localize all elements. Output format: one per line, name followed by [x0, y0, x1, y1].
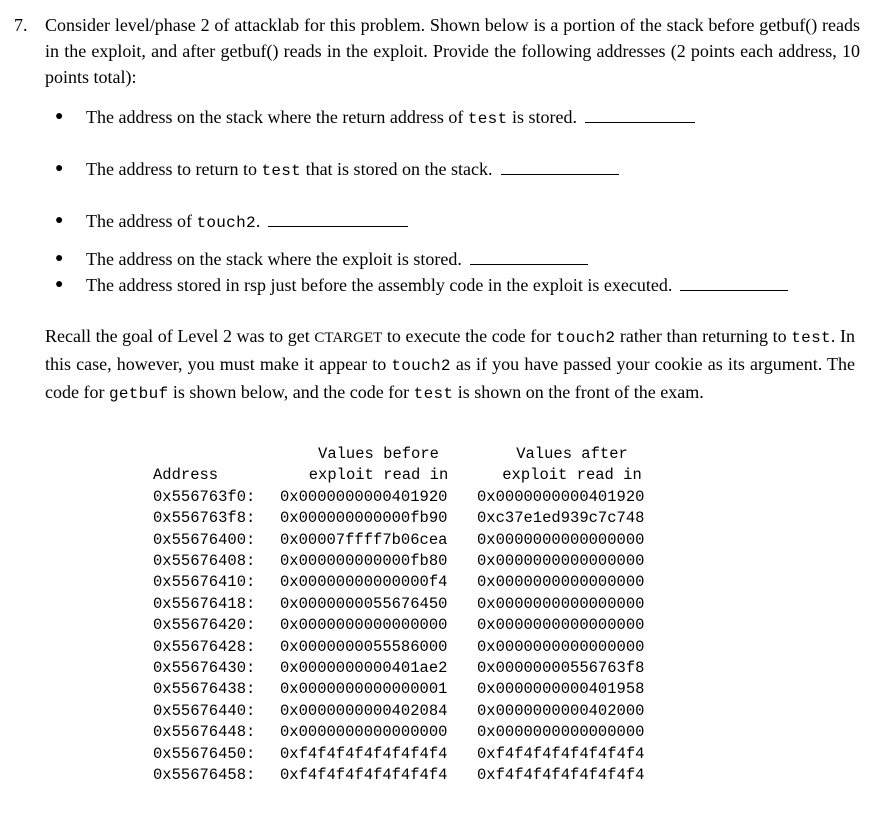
- value-after: 0x0000000000000000: [477, 552, 645, 571]
- value-after: 0x0000000000000000: [477, 530, 645, 549]
- stack-address: 0x55676408:: [153, 552, 256, 571]
- stack-address: 0x55676410:: [153, 573, 256, 592]
- answer-blank[interactable]: [268, 210, 408, 227]
- stack-address: 0x55676448:: [153, 723, 256, 742]
- value-after: 0xf4f4f4f4f4f4f4f4: [477, 766, 645, 785]
- value-after: 0x0000000000401958: [477, 680, 645, 699]
- value-before: 0x000000000000fb80: [280, 552, 448, 571]
- value-before: 0x0000000000000000: [280, 723, 448, 742]
- stack-address: 0x55676438:: [153, 680, 256, 699]
- stack-address: 0x55676418:: [153, 594, 256, 613]
- stack-address: 0x55676458:: [153, 766, 256, 785]
- value-before: 0x000000000000fb90: [280, 509, 448, 528]
- problem-text: Consider level/phase 2 of attacklab for this problem. Shown below is a portion of the stack before getbuf() reads in the exploit, and after getbuf() reads in the exploit. Provide the following addresses (2 points each address, 10 points total):: [45, 15, 860, 87]
- stack-table-header-row: [150, 465, 667, 486]
- value-before: 0x0000000000000000: [280, 616, 448, 635]
- table-row: [150, 572, 667, 593]
- table-row: [150, 658, 667, 679]
- bullet-icon: ●: [55, 213, 64, 228]
- problem-number: 7.: [14, 15, 28, 35]
- table-row: [150, 744, 667, 765]
- stack-address: 0x556763f8:: [153, 509, 256, 528]
- value-before: 0x0000000000401ae2: [280, 659, 448, 678]
- value-after: 0xf4f4f4f4f4f4f4f4: [477, 744, 645, 763]
- problem-statement: [14, 12, 860, 90]
- table-row: [150, 679, 667, 700]
- table-row: [150, 765, 667, 786]
- value-after: 0x00000000556763f8: [477, 659, 645, 678]
- value-after: 0x0000000000000000: [477, 594, 645, 613]
- value-after: 0x0000000000000000: [477, 616, 645, 635]
- value-before: 0x0000000000401920: [280, 487, 448, 506]
- table-row: [150, 701, 667, 722]
- table-row: [150, 551, 667, 572]
- table-row: [150, 615, 667, 636]
- header-address: Address: [153, 466, 219, 485]
- answer-blank[interactable]: [501, 158, 619, 175]
- question-exploit-location: ● The address on the stack where the exploit is stored.: [55, 246, 588, 272]
- value-before: 0x0000000000000001: [280, 680, 448, 699]
- stack-table-body: [150, 487, 667, 787]
- table-row: [150, 722, 667, 743]
- table-row: [150, 487, 667, 508]
- bullet-icon: ●: [55, 109, 64, 124]
- recall-paragraph: Recall the goal of Level 2 was to get CTARGET to execute the code for touch2 rather than returning to test. In this case, however, you must make it appear to touch2 as if you have passed your cookie as its argument. The code for getbuf is shown below, and the code for test is shown on the front of the exam.: [45, 326, 855, 403]
- stack-address: 0x55676430:: [153, 659, 256, 678]
- value-before: 0x0000000055586000: [280, 637, 448, 656]
- question-return-address-location: ● The address on the stack where the return address of test is stored.: [55, 104, 695, 130]
- answer-blank[interactable]: [585, 106, 695, 123]
- table-row: [150, 508, 667, 529]
- stack-address: 0x55676420:: [153, 616, 256, 635]
- stack-address: 0x556763f0:: [153, 487, 256, 506]
- question-touch2-address: ● The address of touch2.: [55, 208, 408, 234]
- table-row: [150, 530, 667, 551]
- value-after: 0xc37e1ed939c7c748: [477, 509, 645, 528]
- bullet-icon: ●: [55, 277, 64, 292]
- value-after: 0x0000000000000000: [477, 723, 645, 742]
- header-after-sub: exploit read in: [502, 466, 642, 485]
- stack-address: 0x55676440:: [153, 701, 256, 720]
- value-after: 0x0000000000401920: [477, 487, 645, 506]
- table-row: [150, 637, 667, 658]
- value-before: 0x00000000000000f4: [280, 573, 448, 592]
- answer-blank[interactable]: [470, 248, 588, 265]
- bullet-icon: ●: [55, 161, 64, 176]
- question-rsp-value: ● The address stored in rsp just before the assembly code in the exploit is executed.: [55, 272, 788, 298]
- value-before: 0x00007ffff7b06cea: [280, 530, 448, 549]
- value-before: 0x0000000000402084: [280, 701, 448, 720]
- value-after: 0x0000000000000000: [477, 637, 645, 656]
- value-after: 0x0000000000000000: [477, 573, 645, 592]
- answer-blank[interactable]: [680, 274, 788, 291]
- stack-address: 0x55676400:: [153, 530, 256, 549]
- value-after: 0x0000000000402000: [477, 701, 645, 720]
- stack-table-header-row: [150, 444, 667, 465]
- stack-address: 0x55676428:: [153, 637, 256, 656]
- table-row: [150, 594, 667, 615]
- value-before: 0x0000000055676450: [280, 594, 448, 613]
- value-before: 0xf4f4f4f4f4f4f4f4: [280, 744, 448, 763]
- question-return-address-value: ● The address to return to test that is stored on the stack.: [55, 156, 619, 182]
- stack-address: 0x55676450:: [153, 744, 256, 763]
- stack-table: [150, 444, 667, 787]
- value-before: 0xf4f4f4f4f4f4f4f4: [280, 766, 448, 785]
- header-before-sub: exploit read in: [308, 466, 449, 485]
- bullet-icon: ●: [55, 251, 64, 266]
- header-after: Values after: [516, 445, 628, 463]
- header-before: Values before: [318, 445, 439, 463]
